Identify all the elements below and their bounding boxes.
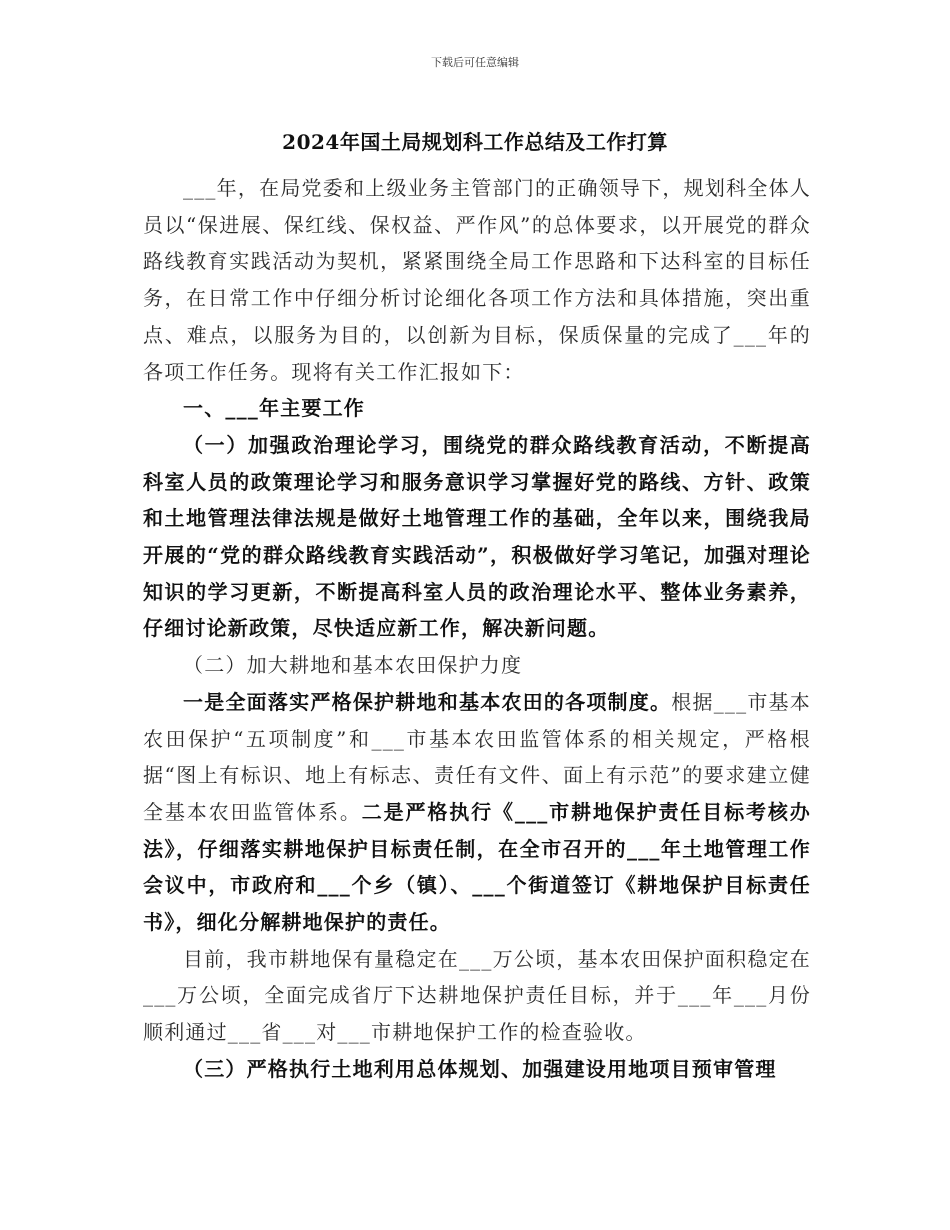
section-1-heading: 一、___年主要工作 <box>183 396 365 421</box>
measure-one-text: 根据___市基本农田保护“五项制度”和___市基本农田监管体系的相关规定，严格根据“图上有标识、地上有标志、责任有文件、面上有示范”的要求建立健全基本农田监管体系。 <box>143 689 811 824</box>
intro-paragraph: ___年，在局党委和上级业务主管部门的正确领导下，规划科全体人员以“保进展、保红线、保权益、严作风”的总体要求，以开展党的群众路线教育实践活动为契机，紧紧围绕全局工作思路和下达科室的目标任务，在日常工作中仔细分析讨论细化各项工作方法和具体措施，突出重点、难点，以服务为目的，以创新为目标，保质保量的完成了___年的各项工作任务。现将有关工作汇报如下： <box>143 176 811 384</box>
subsection-3-heading: （三）严格执行土地利用总体规划、加强建设用地项目预审管理 <box>183 1056 777 1081</box>
subsection-1-paragraph: （一）加强政治理论学习，围绕党的群众路线教育活动，不断提高科室人员的政策理论学习和服务意识学习掌握好党的路线、方针、政策和土地管理法律法规是做好土地管理工作的基础，全年以来，围绕我局开展的“党的群众路线教育实践活动”，积极做好学习笔记，加强对理论知识的学习更新，不断提高科室人员的政治理论水平、整体业务素养，仔细讨论新政策，尽快适应新工作，解决新问题。 <box>143 432 811 641</box>
measure-two-text: 二是严格执行《___市耕地保护责任目标考核办法》，仔细落实耕地保护目标责任制，在全市召开的___年土地管理工作会议中，市政府和___个乡（镇）、___个街道签订《耕地保护目标责任书》，细化分解耕地保护的责任。 <box>143 799 812 935</box>
header-note: 下载后可任意编辑 <box>431 56 519 69</box>
document-title: 2024年国土局规划科工作总结及工作打算 <box>282 130 668 154</box>
document-body <box>143 170 811 1088</box>
measure-one-lead: 一是全面落实严格保护耕地和基本农田的各项制度。 <box>183 689 672 714</box>
subsection-2-heading: （二）加大耕地和基本农田保护力度 <box>183 653 523 678</box>
subsection-2-paragraph-1 <box>143 684 811 941</box>
subsection-2-paragraph-2: 目前，我市耕地保有量稳定在___万公顷，基本农田保护面积稳定在___万公顷，全面完成省厅下达耕地保护责任目标，并于___年___月份顺利通过___省___对___市耕地保护工作的检查验收。 <box>143 946 811 1045</box>
